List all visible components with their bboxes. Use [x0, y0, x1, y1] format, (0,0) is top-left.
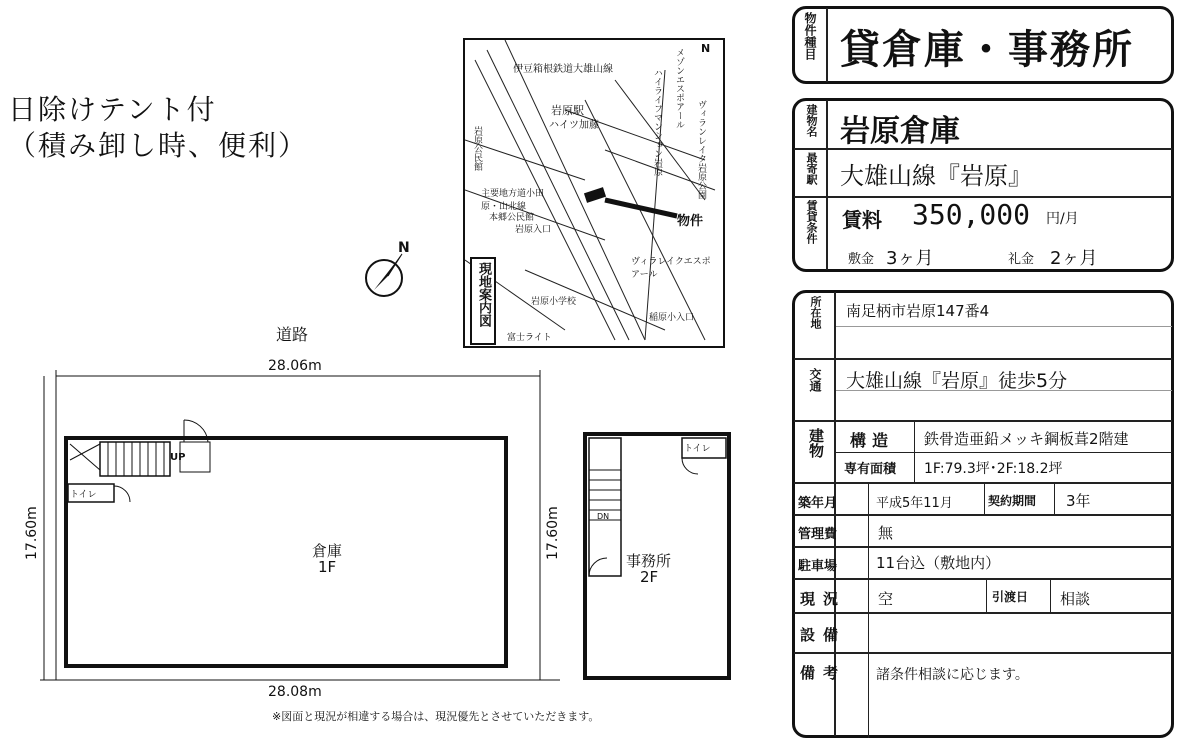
dimension-right: 17.60m	[545, 506, 561, 560]
type-label: 物件種目	[803, 12, 817, 60]
rent-value: 350,000	[912, 198, 1031, 231]
map-label-heights: ハイツ加藤	[549, 120, 599, 131]
handover-value: 相談	[1060, 590, 1091, 608]
remarks-value: 諸条件相談に応じます。	[876, 667, 1029, 683]
address-label: 所在地	[809, 296, 822, 329]
dimension-left: 17.60m	[24, 506, 40, 560]
transport-label: 交通	[808, 368, 822, 392]
built-value: 平成5年11月	[876, 496, 953, 511]
dimension-top: 28.06m	[268, 358, 322, 374]
parking-value: 11台込（敷地内）	[876, 554, 1001, 572]
contract-value: 3年	[1066, 492, 1091, 510]
type-value: 貸倉庫・事務所	[840, 27, 1134, 73]
office-label: 事務所	[626, 552, 672, 570]
building-label: 建物	[807, 428, 825, 458]
deposit-value: 3ヶ月	[886, 248, 934, 269]
parking-label: 駐車場	[798, 559, 838, 574]
map-label-villan: ヴィランレイク岩原公園	[696, 100, 706, 199]
contract-label: 契約期間	[988, 494, 1037, 508]
warehouse-label: 倉庫	[312, 542, 343, 560]
toilet-2f-label: トイレ	[684, 444, 711, 454]
built-label: 築年月	[798, 496, 838, 511]
management-fee-label: 管理費	[798, 527, 838, 542]
north-label: N	[398, 240, 410, 256]
map-label-prefroad: 主要地方道小田原・山北線	[481, 189, 545, 212]
name-label: 建物名	[805, 104, 818, 137]
stairs-dn-label: DN	[597, 512, 610, 521]
area-value: 1F:79.3坪･2F:18.2坪	[924, 461, 1063, 477]
remarks-label: 備考	[800, 664, 847, 682]
transport-value: 大雄山線『岩原』徒歩5分	[846, 370, 1068, 392]
dimension-bottom: 28.08m	[268, 684, 322, 700]
stairs-up-label: UP	[170, 452, 186, 463]
road-label: 道路	[276, 325, 309, 344]
map-label-property: 物件	[677, 214, 704, 229]
map-label-ineharasho: 稲原小入口	[649, 313, 695, 323]
station-label: 最寄駅	[805, 152, 818, 185]
map-label-school: 岩原小学校	[531, 297, 577, 307]
rent-label: 賃料	[842, 208, 882, 232]
rent-unit: 円/月	[1046, 211, 1079, 227]
area-label: 専有面積	[844, 462, 897, 477]
map-north-label: N	[701, 42, 711, 55]
status-value: 空	[878, 590, 894, 608]
map-label-railway: 伊豆箱根鉄道大雄山線	[513, 64, 613, 75]
map-label-hongo: 本郷公民館	[489, 213, 535, 223]
map-label-entrance: 岩原入口	[515, 225, 552, 235]
handover-label: 引渡日	[992, 590, 1029, 604]
deposit-label: 敷金	[848, 252, 875, 267]
awning-note-line2: （積み卸し時、便利）	[8, 129, 309, 162]
structure-label: 構造	[850, 431, 895, 450]
map-title: 現地案内図	[476, 262, 491, 327]
address-value: 南足柄市岩原147番4	[846, 302, 990, 320]
key-money-label: 礼金	[1008, 252, 1035, 267]
toilet-1f-label: トイレ	[70, 490, 97, 500]
awning-note-line1: 日除けテント付	[8, 93, 217, 126]
management-fee-value: 無	[878, 524, 894, 542]
station-value: 大雄山線『岩原』	[840, 162, 1032, 190]
map-label-villa: ヴィラレイクエスポアール	[631, 257, 711, 280]
structure-value: 鉄骨造亜鉛メッキ鋼板葺2階建	[924, 430, 1129, 448]
map-label-station: 岩原駅	[551, 104, 584, 117]
terms-label: 賃貸条件	[805, 200, 818, 244]
disclaimer: ※図面と現況が相違する場合は、現況優先とさせていただきます。	[272, 710, 600, 723]
map-label-highlife: ハイライフマンション岩原	[652, 68, 662, 176]
location-map	[463, 38, 725, 348]
name-value: 岩原倉庫	[840, 114, 960, 149]
map-label-fuji: 富士ライト	[507, 333, 552, 343]
office-floor: 2F	[640, 568, 659, 586]
map-label-kominkan: 岩原公民館	[472, 126, 482, 171]
status-label: 現況	[800, 590, 847, 608]
equipment-label: 設備	[800, 626, 847, 644]
map-label-maison: メゾンエスポアール	[674, 48, 684, 129]
warehouse-floor: 1F	[318, 558, 337, 576]
key-money-value: 2ヶ月	[1050, 248, 1098, 269]
